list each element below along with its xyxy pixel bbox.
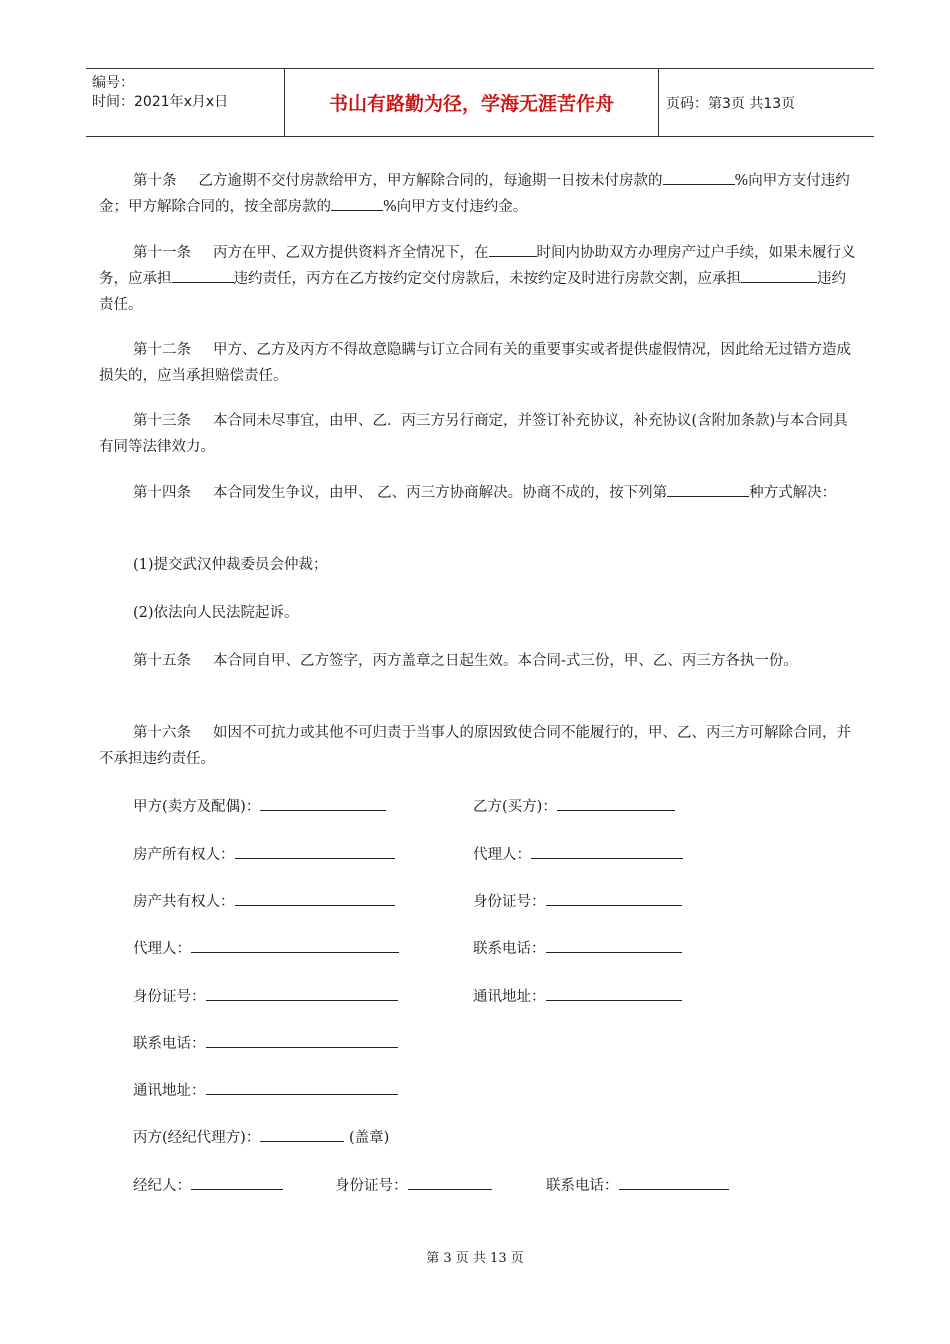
- sig-line[interactable]: [557, 795, 675, 811]
- sig-agent-b: [473, 843, 683, 865]
- article-14: [99, 480, 859, 506]
- sig-label: 房产共有权人：: [133, 894, 235, 910]
- sig-line[interactable]: [260, 795, 386, 811]
- option-text: (1)提交武汉仲裁委员会仲裁；: [133, 557, 328, 573]
- article-number: 第十五条: [133, 653, 191, 669]
- header-motto: 书山有路勤为径，学海无涯苦作舟: [285, 69, 659, 136]
- seal-label: (盖章): [348, 1130, 390, 1146]
- sig-label: 联系电话：: [473, 941, 546, 957]
- sig-line[interactable]: [408, 1174, 492, 1190]
- blank-field[interactable]: [663, 168, 735, 185]
- sig-line[interactable]: [206, 1032, 398, 1048]
- article-15: [99, 648, 859, 674]
- sig-label: 房产所有权人：: [133, 847, 235, 863]
- sig-co-owner: [133, 890, 395, 912]
- sig-addr-b: [473, 985, 682, 1007]
- sig-party-a: [133, 795, 386, 817]
- sig-label: 乙方(买方)：: [473, 799, 557, 815]
- sig-label: 甲方(卖方及配偶)：: [133, 799, 261, 815]
- sig-line[interactable]: [260, 1126, 344, 1142]
- sig-label: 联系电话：: [546, 1178, 619, 1194]
- sig-line[interactable]: [191, 1174, 283, 1190]
- article-text: 本合同未尽事宜，由甲、乙．丙三方另行商定，并签订补充协议，补充协议(含附加条款)与本合同具有同等法律效力。: [99, 413, 848, 455]
- time-label: 时间：2021年x月x日: [92, 94, 229, 110]
- article-12: [99, 337, 859, 389]
- article-text: 乙方逾期不交付房款给甲方，甲方解除合同的，每逾期一日按未付房款的: [198, 173, 663, 189]
- article-text: 本合同自甲、乙方签字，丙方盖章之日起生效。本合同-式三份，甲、乙、丙三方各执一份。: [213, 653, 798, 669]
- sig-id-b: [473, 890, 682, 912]
- page-header: [86, 68, 874, 137]
- sig-party-b: [473, 795, 675, 817]
- sig-owner: [133, 843, 395, 865]
- article-number: 第十二条: [133, 342, 191, 358]
- sig-label: 代理人：: [473, 847, 531, 863]
- sig-broker-phone: [546, 1174, 729, 1196]
- article-text: 违约责任。: [99, 271, 846, 313]
- article-text: 本合同发生争议，由甲、 乙、丙三方协商解决。协商不成的，按下列第: [213, 485, 668, 501]
- article-11: [99, 240, 859, 318]
- sig-line[interactable]: [546, 985, 682, 1001]
- sig-line[interactable]: [235, 843, 395, 859]
- sig-label: 经纪人：: [133, 1178, 191, 1194]
- article-number: 第十三条: [133, 413, 191, 429]
- article-16: [99, 720, 859, 772]
- article-text: 丙方在甲、乙双方提供资料齐全情况下，在: [213, 245, 489, 261]
- sig-agent-a: [133, 937, 399, 959]
- sig-broker-id: [335, 1174, 492, 1196]
- sig-line[interactable]: [235, 890, 395, 906]
- sig-line[interactable]: [191, 937, 399, 953]
- sig-broker: [133, 1174, 283, 1196]
- article-13: [99, 408, 859, 460]
- sig-line[interactable]: [206, 985, 398, 1001]
- sig-label: 通讯地址：: [473, 989, 546, 1005]
- sig-label: 联系电话：: [133, 1036, 206, 1052]
- option-text: (2)依法向人民法院起诉。: [133, 605, 299, 621]
- sig-line[interactable]: [619, 1174, 729, 1190]
- article-10: [99, 168, 859, 220]
- article-text: 违约责任，丙方在乙方按约定交付房款后，未按约定及时进行房款交割，应承担: [233, 271, 741, 287]
- sig-line[interactable]: [546, 890, 682, 906]
- sig-line[interactable]: [206, 1079, 398, 1095]
- blank-field[interactable]: [667, 480, 749, 497]
- sig-addr-a: [133, 1079, 398, 1101]
- header-page-code: 页码：第3页 共13页: [666, 96, 796, 112]
- article-text: 如因不可抗力或其他不可归责于当事人的原因致使合同不能履行的，甲、乙、丙三方可解除合同，并不承担违约责任。: [99, 725, 851, 767]
- sig-label: 代理人：: [133, 941, 191, 957]
- blank-field[interactable]: [741, 266, 817, 283]
- article-text: %向甲方支付违约金；甲方解除合同的，按全部房款的: [99, 173, 850, 215]
- header-meta-cell: [86, 69, 285, 136]
- sig-line[interactable]: [546, 937, 682, 953]
- option-1: [99, 552, 859, 578]
- sig-id-a: [133, 985, 398, 1007]
- article-number: 第十条: [133, 173, 177, 189]
- article-number: 第十四条: [133, 485, 191, 501]
- article-number: 第十一条: [133, 245, 191, 261]
- sig-phone-a: [133, 1032, 398, 1054]
- serial-label: 编号：: [92, 75, 134, 91]
- article-text: %向甲方支付违约金。: [383, 199, 528, 215]
- sig-party-c: [133, 1126, 389, 1148]
- article-text: 时间内协助双方办理房产过户手续，如果未履行义务，应承担: [99, 245, 856, 287]
- option-2: [99, 600, 859, 626]
- blank-field[interactable]: [331, 194, 383, 211]
- sig-phone-b: [473, 937, 682, 959]
- article-number: 第十六条: [133, 725, 191, 741]
- article-text: 甲方、乙方及丙方不得故意隐瞒与订立合同有关的重要事实或者提供虚假情况，因此给无过错方造成损失的，应当承担赔偿责任。: [99, 342, 851, 384]
- sig-label: 通讯地址：: [133, 1083, 206, 1099]
- blank-field[interactable]: [489, 240, 537, 257]
- page-footer: 第 3 页 共 13 页: [426, 1251, 524, 1266]
- sig-label: 身份证号：: [133, 989, 206, 1005]
- article-text: 种方式解决：: [749, 485, 837, 501]
- sig-label: 丙方(经纪代理方)：: [133, 1130, 261, 1146]
- blank-field[interactable]: [172, 266, 234, 283]
- sig-line[interactable]: [531, 843, 683, 859]
- sig-label: 身份证号：: [335, 1178, 408, 1194]
- sig-label: 身份证号：: [473, 894, 546, 910]
